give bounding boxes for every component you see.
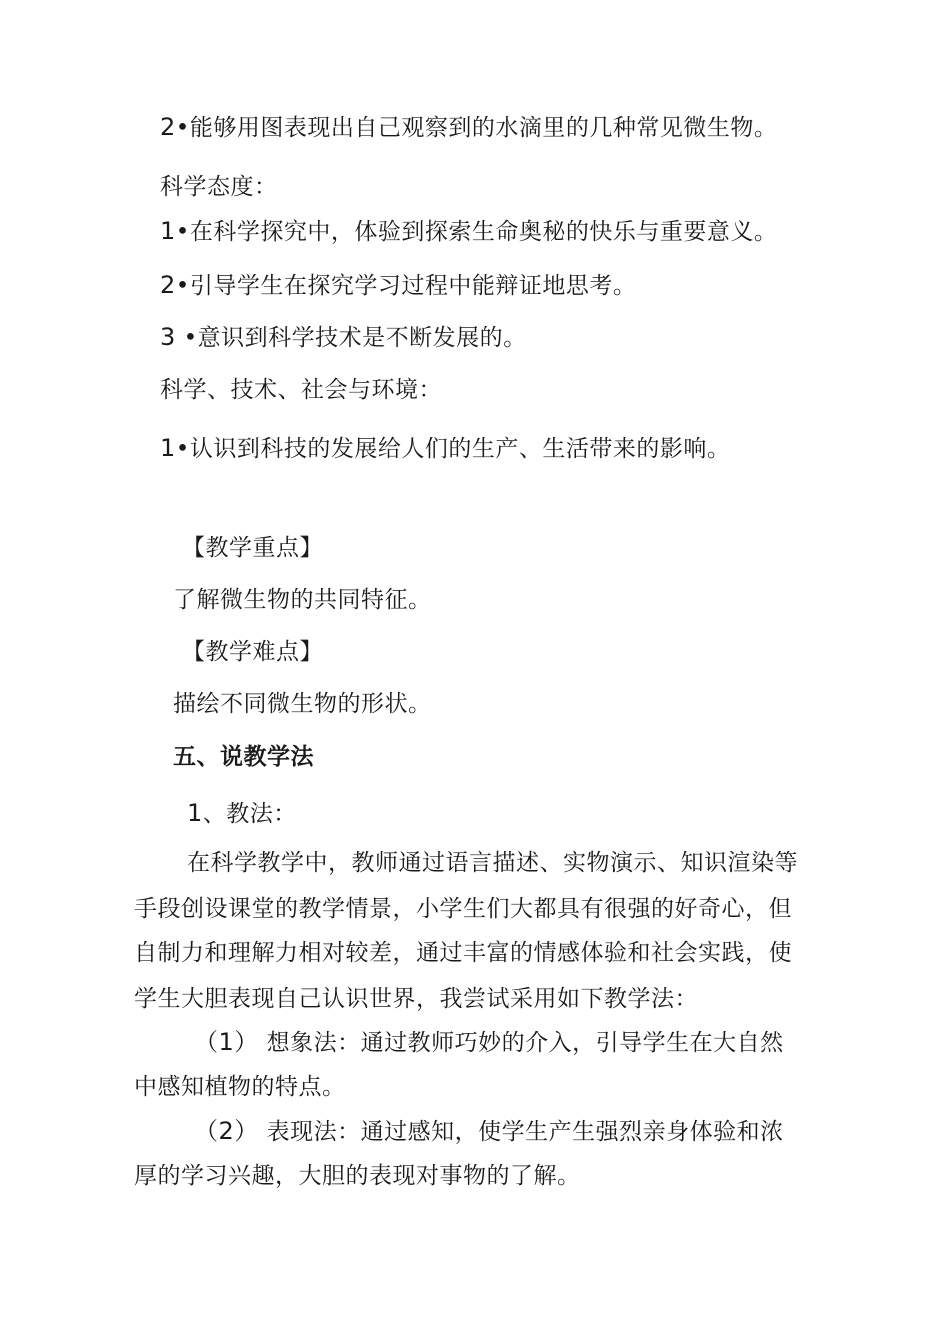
item-number: 3 (160, 323, 176, 351)
item-number: 1 (160, 217, 176, 245)
attitude-heading: 科学态度： (160, 174, 278, 200)
key-point-heading: 【教学重点】 (182, 535, 323, 561)
method-2-line-1 (194, 1116, 784, 1147)
difficulty-text: 描绘不同微生物的形状。 (173, 691, 432, 717)
item-number: 1 (160, 434, 176, 462)
item-number: 2 (160, 113, 176, 141)
difficulty-heading: 【教学难点】 (182, 639, 323, 665)
paragraph-line-3: 自制力和理解力相对较差，通过丰富的情感体验和社会实践，使 (134, 940, 792, 966)
method-number: （2） (194, 1117, 259, 1145)
key-point-text: 了解微生物的共同特征。 (173, 587, 432, 613)
method-text: 表现法：通过感知，使学生产生强烈亲身体验和浓 (258, 1119, 784, 1145)
paragraph-line-2: 手段创设课堂的教学情景，小学生们大都具有很强的好奇心，但 (134, 896, 792, 922)
sts-heading: 科学、技术、社会与环境： (160, 377, 442, 403)
section-5-heading: 五、说教学法 (173, 743, 314, 770)
attitude-item-1 (160, 216, 777, 247)
method-1-line-1 (194, 1027, 784, 1058)
teaching-method-subheading (187, 798, 297, 829)
item-text: •在科学探究中，体验到探索生命奥秘的快乐与重要意义。 (175, 219, 778, 245)
item-number: 2 (160, 271, 176, 299)
item-text: •认识到科技的发展给人们的生产、生活带来的影响。 (175, 436, 731, 462)
skill-item-2 (160, 112, 777, 143)
item-text: •能够用图表现出自己观察到的水滴里的几种常见微生物。 (175, 115, 778, 141)
item-text: •引导学生在探究学习过程中能辩证地思考。 (175, 273, 637, 299)
item-text: •意识到科学技术是不断发展的。 (175, 325, 527, 351)
sts-item-1 (160, 433, 730, 464)
attitude-item-3 (160, 322, 527, 353)
method-text: 想象法：通过教师巧妙的介入，引导学生在大自然 (258, 1030, 784, 1056)
method-2-line-2: 厚的学习兴趣，大胆的表现对事物的了解。 (134, 1163, 581, 1189)
item-text: 、教法： (202, 801, 297, 827)
item-number: 1 (187, 799, 203, 827)
paragraph-line-4: 学生大胆表现自己认识世界，我尝试采用如下教学法： (134, 986, 698, 1012)
method-1-line-2: 中感知植物的特点。 (134, 1074, 346, 1100)
paragraph-line-1: 在科学教学中，教师通过语言描述、实物演示、知识渲染等 (187, 850, 798, 876)
attitude-item-2 (160, 270, 636, 301)
method-number: （1） (194, 1028, 259, 1056)
